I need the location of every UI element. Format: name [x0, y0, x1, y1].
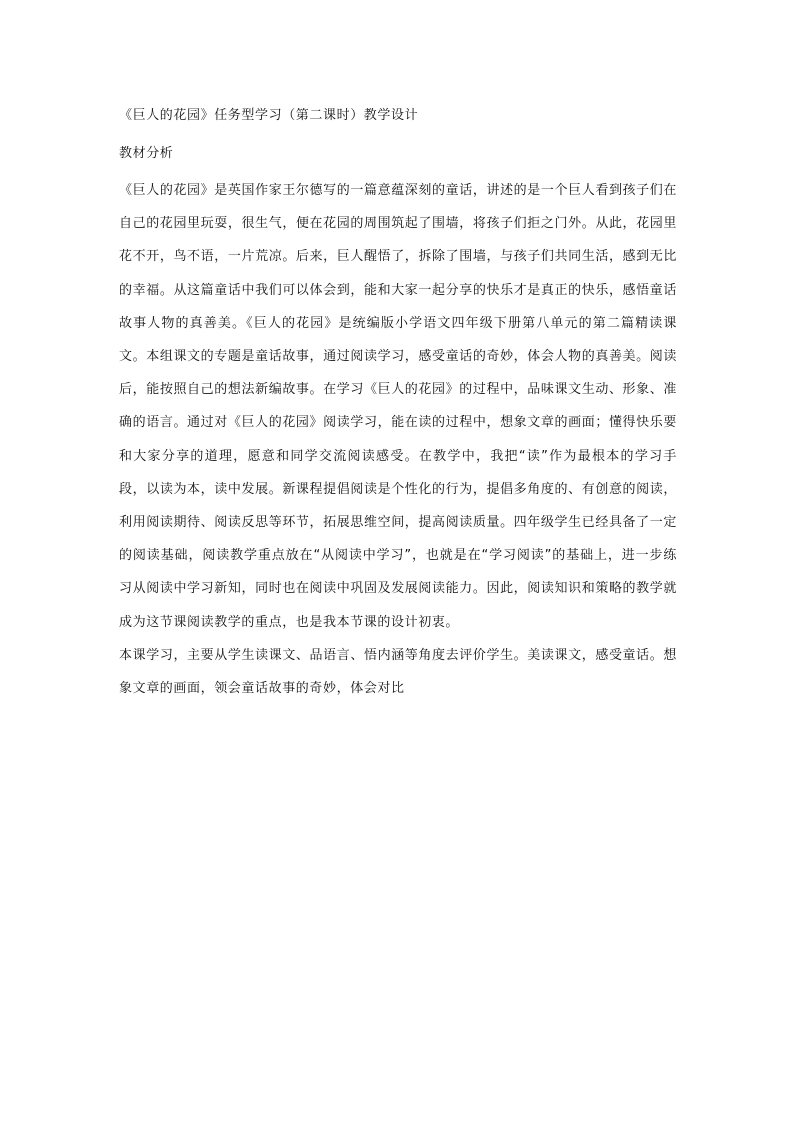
document-title: 《巨人的花园》任务型学习（第二课时）教学设计 [119, 108, 419, 123]
section-heading-textbook-analysis: 教材分析 [119, 146, 174, 161]
paragraph-evaluation: 本课学习，主要从学生读课文、品语言、悟内涵等角度去评价学生。美读课文，感受童话。想象文章的画面，领会童话故事的奇妙，体会对比 [119, 647, 677, 697]
document-body [119, 104, 677, 705]
paragraph-textbook-analysis: 《巨人的花园》是英国作家王尔德写的一篇意蕴深刻的童话，讲述的是一个巨人看到孩子们在自己的花园里玩耍，很生气，便在花园的周围筑起了围墙，将孩子们拒之门外。从此，花园里花不开，鸟不语，一片荒凉。后来，巨人醒悟了，拆除了围墙，与孩子们共同生活，感到无比的幸福。从这篇童话中我们可以体会到，能和大家一起分享的快乐才是真正的快乐，感悟童话故事人物的真善美。《巨人的花园》是统编版小学语文四年级下册第八单元的第二篇精读课文。本组课文的专题是童话故事，通过阅读学习，感受童话的奇妙，体会人物的真善美。阅读后，能按照自己的想法新编故事。在学习《巨人的花园》的过程中，品味课文生动、形象、准确的语言。通过对《巨人的花园》阅读学习，能在读的过程中，想象文章的画面；懂得快乐要和大家分享的道理，愿意和同学交流阅读感受。在教学中，我把“读”作为最根本的学习手段，以读为本，读中发展。新课程提倡阅读是个性化的行为，提倡多角度的、有创意的阅读，利用阅读期待、阅读反思等环节，拓展思维空间，提高阅读质量。四年级学生已经具备了一定的阅读基础，阅读教学重点放在“从阅读中学习”，也就是在“学习阅读”的基础上，进一步练习从阅读中学习新知，同时也在阅读中巩固及发展阅读能力。因此，阅读知识和策略的教学就成为这节课阅读教学的重点，也是我本节课的设计初衷。 [119, 183, 677, 630]
